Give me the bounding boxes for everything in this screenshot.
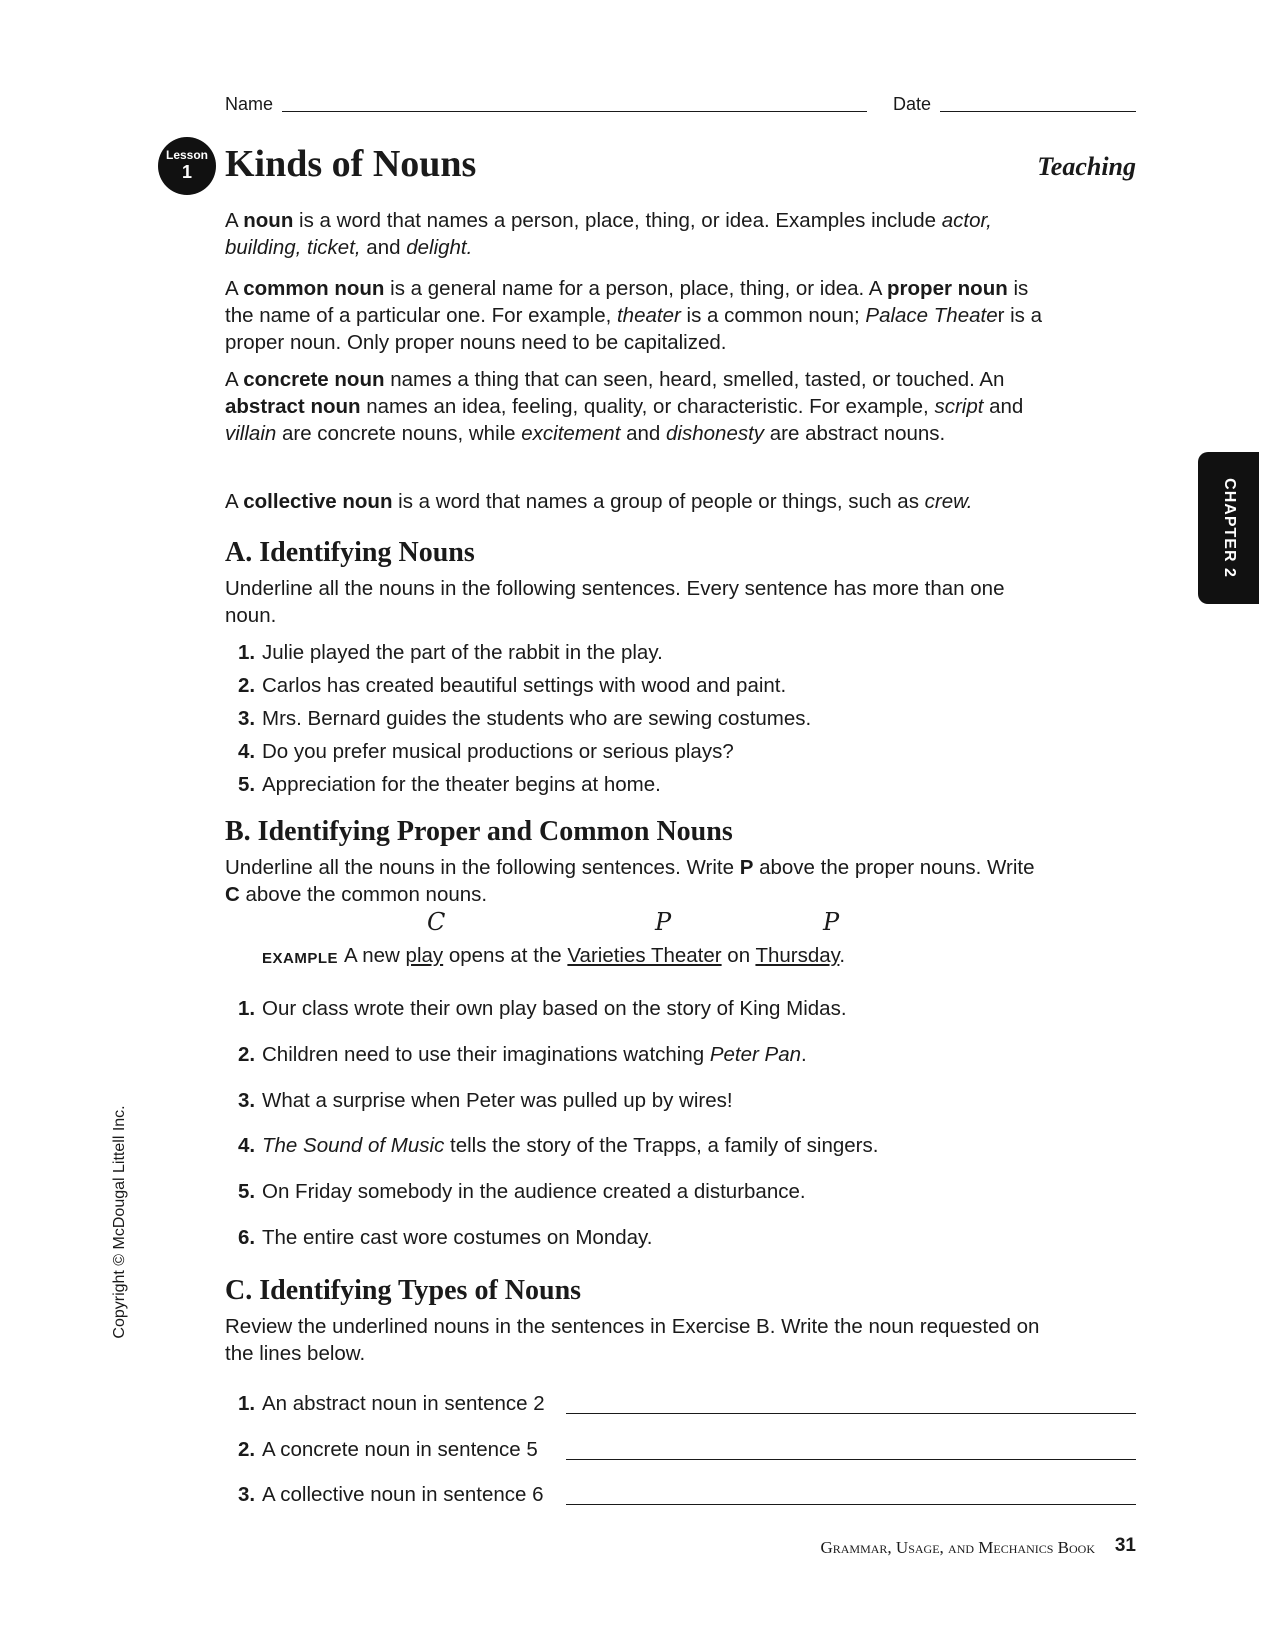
list-item: 2. Carlos has created beautiful settings with wood and paint. (238, 674, 787, 697)
lesson-badge-word: Lesson (165, 148, 208, 162)
intro-paragraph-concrete-abstract: A concrete noun names a thing that can seen, heard, smelled, tasted, or touched. An abstract noun names an idea, feeling, quality, or characteristic. For example, script and villain are concrete nouns, while excitement and dishonesty are abstract nouns. (225, 368, 1024, 445)
answer-line[interactable] (566, 1413, 1136, 1414)
list-item: 1. Julie played the part of the rabbit in the play. (238, 641, 663, 664)
answer-prompt: 2. A concrete noun in sentence 5 (238, 1438, 538, 1461)
example-mark-proper: P (823, 908, 840, 936)
section-b-heading: B. Identifying Proper and Common Nouns (225, 816, 733, 847)
lesson-badge-number: 1 (181, 162, 192, 182)
date-label: Date (893, 94, 932, 114)
section-a-instructions: Underline all the nouns in the following sentences. Every sentence has more than one noun. (225, 577, 1005, 627)
chapter-tab (1198, 452, 1259, 604)
lesson-badge (158, 137, 216, 195)
lesson-type-label: Teaching (1037, 152, 1136, 181)
list-item: 5. On Friday somebody in the audience created a disturbance. (238, 1180, 806, 1203)
list-item: 1. Our class wrote their own play based on the story of King Midas. (238, 997, 847, 1020)
example-sentence: A new play opens at the Varieties Theater on Thursday. (344, 944, 846, 967)
list-item: 3. What a surprise when Peter was pulled up by wires! (238, 1089, 733, 1112)
list-item: 4. The Sound of Music tells the story of the Trapps, a family of singers. (238, 1134, 879, 1157)
name-field[interactable] (282, 111, 867, 112)
section-c-instructions: Review the underlined nouns in the sentences in Exercise B. Write the noun requested on the lines below. (225, 1315, 1040, 1365)
answer-prompt: 3. A collective noun in sentence 6 (238, 1483, 544, 1506)
answer-line[interactable] (566, 1459, 1136, 1460)
section-c-heading: C. Identifying Types of Nouns (225, 1275, 582, 1306)
term-noun: noun (243, 209, 294, 232)
page-number: 31 (1114, 1535, 1136, 1556)
list-item: 6. The entire cast wore costumes on Monday. (238, 1226, 653, 1249)
intro-paragraph-common-proper: A common noun is a general name for a person, place, thing, or idea. A proper noun is the name of a particular one. For example, theater is a common noun; Palace Theater is a proper noun. Only proper nouns need to be capitalized. (225, 277, 1043, 354)
example-mark-common: C (427, 908, 446, 936)
term-collective-noun: collective noun (243, 490, 393, 513)
term-common-noun: common noun (243, 277, 385, 300)
list-item: 5. Appreciation for the theater begins at home. (238, 773, 661, 796)
list-item: 3. Mrs. Bernard guides the students who are sewing costumes. (238, 707, 812, 730)
example-mark-proper: P (655, 908, 672, 936)
intro-paragraph-collective: A collective noun is a word that names a group of people or things, such as crew. (225, 490, 973, 513)
answer-prompt: 1. An abstract noun in sentence 2 (238, 1392, 545, 1415)
copyright-notice: Copyright © McDougal Littell Inc. (111, 1105, 128, 1339)
term-concrete-noun: concrete noun (243, 368, 385, 391)
example-label: EXAMPLE (262, 950, 339, 967)
chapter-tab-label: CHAPTER 2 (1220, 478, 1238, 578)
page-title: Kinds of Nouns (225, 143, 477, 185)
intro-paragraph-noun: A noun is a word that names a person, place, thing, or idea. Examples include actor, building, ticket, and delight. (225, 209, 992, 259)
term-proper-noun: proper noun (887, 277, 1008, 300)
footer-book-title: Grammar, Usage, and Mechanics Book (820, 1538, 1095, 1557)
list-item: 2. Children need to use their imaginations watching Peter Pan. (238, 1043, 807, 1066)
date-field[interactable] (940, 111, 1136, 112)
section-b-instructions: Underline all the nouns in the following sentences. Write P above the proper nouns. Write C above the common nouns. (225, 856, 1035, 906)
list-item: 4. Do you prefer musical productions or serious plays? (238, 740, 734, 763)
section-a-heading: A. Identifying Nouns (225, 537, 475, 568)
answer-line[interactable] (566, 1504, 1136, 1505)
term-abstract-noun: abstract noun (225, 395, 361, 418)
name-label: Name (225, 94, 274, 114)
